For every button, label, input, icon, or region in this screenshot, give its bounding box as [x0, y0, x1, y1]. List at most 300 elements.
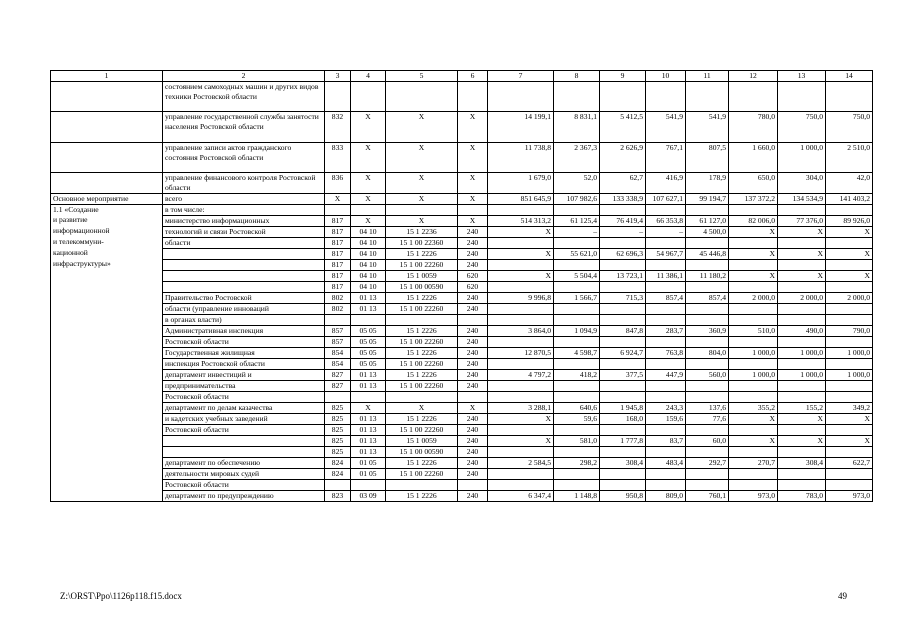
executor-cell: технологий и связи Ростовской [163, 226, 325, 237]
value-cell [729, 479, 778, 490]
value-cell: 240 [458, 358, 488, 369]
value-cell: – [600, 226, 646, 237]
value-cell [554, 314, 600, 325]
executor-cell [163, 281, 325, 292]
value-cell [488, 303, 554, 314]
value-cell: 04 10 [351, 259, 386, 270]
column-header: 5 [386, 71, 458, 82]
value-cell [458, 391, 488, 402]
table-row [51, 215, 873, 226]
value-cell: 15 1 00 22260 [386, 380, 458, 391]
value-cell: 510,0 [729, 325, 778, 336]
value-cell: 1 000,0 [778, 142, 826, 172]
value-cell: 60,0 [686, 435, 729, 446]
program-cell: инфраструктуры» [51, 259, 163, 270]
value-cell: Х [351, 193, 386, 204]
value-cell: 15 1 00 22260 [386, 468, 458, 479]
value-cell: 823 [325, 490, 351, 501]
value-cell: Х [778, 248, 826, 259]
value-cell: 418,2 [554, 369, 600, 380]
value-cell: 2 626,9 [600, 142, 646, 172]
value-cell: 3 288,1 [488, 402, 554, 413]
value-cell [646, 259, 686, 270]
value-cell: 6 924,7 [600, 347, 646, 358]
value-cell: 854 [325, 347, 351, 358]
value-cell: 76 419,4 [600, 215, 646, 226]
value-cell [729, 314, 778, 325]
executor-cell: области [163, 237, 325, 248]
value-cell: Х [458, 215, 488, 226]
value-cell: 15 1 00 22260 [386, 303, 458, 314]
value-cell: 1 000,0 [729, 347, 778, 358]
value-cell: 03 09 [351, 490, 386, 501]
value-cell: 833 [325, 142, 351, 172]
value-cell: 15 1 2226 [386, 347, 458, 358]
value-cell: Х [386, 142, 458, 172]
value-cell: Х [386, 193, 458, 204]
value-cell: 360,9 [686, 325, 729, 336]
value-cell [600, 281, 646, 292]
table-row [51, 468, 873, 479]
executor-cell: департамент по делам казачества [163, 402, 325, 413]
value-cell: 620 [458, 270, 488, 281]
value-cell: 15 1 2226 [386, 325, 458, 336]
program-cell [51, 314, 163, 325]
program-cell [51, 369, 163, 380]
value-cell: 640,6 [554, 402, 600, 413]
value-cell: 89 926,0 [826, 215, 873, 226]
executor-cell: департамент инвестиций и [163, 369, 325, 380]
column-header: 8 [554, 71, 600, 82]
table-row [51, 292, 873, 303]
value-cell [554, 391, 600, 402]
executor-cell [163, 446, 325, 457]
value-cell: 107 627,1 [646, 193, 686, 204]
value-cell [554, 424, 600, 435]
value-cell [600, 468, 646, 479]
value-cell [646, 237, 686, 248]
value-cell [778, 303, 826, 314]
value-cell [488, 237, 554, 248]
program-cell [51, 479, 163, 490]
value-cell: Х [488, 248, 554, 259]
value-cell [686, 204, 729, 215]
value-cell: 11 386,1 [646, 270, 686, 281]
value-cell [729, 336, 778, 347]
value-cell: 137 372,2 [729, 193, 778, 204]
table-row [51, 314, 873, 325]
value-cell [351, 479, 386, 490]
value-cell: 1 945,8 [600, 402, 646, 413]
table-row [51, 303, 873, 314]
value-cell: Х [826, 248, 873, 259]
value-cell: Х [826, 270, 873, 281]
value-cell: 283,7 [646, 325, 686, 336]
value-cell: 168,0 [600, 413, 646, 424]
executor-cell [163, 270, 325, 281]
value-cell: 780,0 [729, 112, 778, 142]
value-cell: 817 [325, 226, 351, 237]
executor-cell: состоянием самоходных машин и других видов техники Ростовской области [163, 82, 325, 112]
value-cell [729, 424, 778, 435]
value-cell: Х [458, 402, 488, 413]
value-cell [600, 479, 646, 490]
value-cell [646, 303, 686, 314]
value-cell [600, 82, 646, 112]
value-cell [351, 82, 386, 112]
value-cell [778, 468, 826, 479]
value-cell: – [554, 226, 600, 237]
value-cell: 15 1 0059 [386, 270, 458, 281]
value-cell: 2 000,0 [729, 292, 778, 303]
program-cell [51, 468, 163, 479]
value-cell: 05 05 [351, 325, 386, 336]
value-cell: 1 094,9 [554, 325, 600, 336]
value-cell: 240 [458, 457, 488, 468]
value-cell: 141 403,2 [826, 193, 873, 204]
value-cell: 750,0 [778, 112, 826, 142]
value-cell: 827 [325, 380, 351, 391]
value-cell [351, 204, 386, 215]
value-cell: 42,0 [826, 172, 873, 193]
value-cell: 824 [325, 457, 351, 468]
value-cell: 15 1 00 00590 [386, 281, 458, 292]
value-cell: Х [778, 413, 826, 424]
value-cell: 77 376,0 [778, 215, 826, 226]
value-cell: 950,8 [600, 490, 646, 501]
column-header: 1 [51, 71, 163, 82]
value-cell: Х [386, 402, 458, 413]
value-cell: 308,4 [778, 457, 826, 468]
value-cell [729, 391, 778, 402]
value-cell: 15 1 0059 [386, 435, 458, 446]
value-cell [386, 82, 458, 112]
value-cell: 99 194,7 [686, 193, 729, 204]
value-cell: 01 05 [351, 468, 386, 479]
table-row [51, 172, 873, 193]
value-cell [646, 424, 686, 435]
table-row [51, 142, 873, 172]
value-cell [600, 336, 646, 347]
value-cell [554, 204, 600, 215]
value-cell [600, 358, 646, 369]
value-cell [554, 281, 600, 292]
value-cell: 15 1 2236 [386, 226, 458, 237]
value-cell [488, 424, 554, 435]
value-cell [554, 336, 600, 347]
value-cell [729, 380, 778, 391]
program-cell [51, 358, 163, 369]
value-cell: 5 412,5 [600, 112, 646, 142]
executor-cell: управление финансового контроля Ростовской области [163, 172, 325, 193]
value-cell: 824 [325, 468, 351, 479]
value-cell [488, 479, 554, 490]
value-cell: 804,0 [686, 347, 729, 358]
value-cell [826, 259, 873, 270]
value-cell [826, 303, 873, 314]
value-cell: 2 510,0 [826, 142, 873, 172]
value-cell: 240 [458, 490, 488, 501]
value-cell: 6 347,4 [488, 490, 554, 501]
program-cell [51, 325, 163, 336]
value-cell: 825 [325, 413, 351, 424]
value-cell [488, 281, 554, 292]
value-cell: 1 566,7 [554, 292, 600, 303]
value-cell: Х [351, 142, 386, 172]
value-cell: 541,9 [646, 112, 686, 142]
value-cell [646, 446, 686, 457]
value-cell [729, 446, 778, 457]
value-cell: 11 180,2 [686, 270, 729, 281]
value-cell: Х [729, 435, 778, 446]
executor-cell [163, 248, 325, 259]
executor-cell: департамент по обеспечению [163, 457, 325, 468]
value-cell: 9 996,8 [488, 292, 554, 303]
executor-cell: деятельности мировых судей [163, 468, 325, 479]
value-cell: 01 13 [351, 369, 386, 380]
value-cell: 240 [458, 380, 488, 391]
value-cell [686, 424, 729, 435]
value-cell: 15 1 00 22260 [386, 424, 458, 435]
value-cell [778, 336, 826, 347]
table-row [51, 325, 873, 336]
value-cell: 1 148,8 [554, 490, 600, 501]
value-cell: 04 10 [351, 281, 386, 292]
value-cell: 04 10 [351, 226, 386, 237]
value-cell [600, 391, 646, 402]
value-cell: 240 [458, 237, 488, 248]
value-cell: 15 1 00 22360 [386, 237, 458, 248]
value-cell: Х [488, 270, 554, 281]
value-cell [554, 82, 600, 112]
value-cell: 1 777,8 [600, 435, 646, 446]
executor-cell: предпринимательства [163, 380, 325, 391]
value-cell: 304,0 [778, 172, 826, 193]
table-row [51, 413, 873, 424]
value-cell: 62 696,3 [600, 248, 646, 259]
program-cell [51, 281, 163, 292]
value-cell [826, 468, 873, 479]
value-cell [646, 204, 686, 215]
value-cell [554, 380, 600, 391]
value-cell [386, 391, 458, 402]
value-cell: 802 [325, 292, 351, 303]
value-cell: 15 1 2226 [386, 292, 458, 303]
program-cell: и телекоммуни- [51, 237, 163, 248]
value-cell: 4 598,7 [554, 347, 600, 358]
program-cell [51, 347, 163, 358]
value-cell: 54 967,7 [646, 248, 686, 259]
value-cell: 15 1 00 00590 [386, 446, 458, 457]
value-cell: 107 982,6 [554, 193, 600, 204]
value-cell: 01 05 [351, 457, 386, 468]
value-cell [458, 479, 488, 490]
value-cell [686, 303, 729, 314]
value-cell: 240 [458, 336, 488, 347]
value-cell: 817 [325, 259, 351, 270]
table-row [51, 204, 873, 215]
value-cell: 4 500,0 [686, 226, 729, 237]
value-cell: Х [778, 226, 826, 237]
value-cell: 622,7 [826, 457, 873, 468]
table-row [51, 457, 873, 468]
value-cell [686, 237, 729, 248]
value-cell: 3 864,0 [488, 325, 554, 336]
program-cell [51, 413, 163, 424]
value-cell: 790,0 [826, 325, 873, 336]
value-cell [826, 358, 873, 369]
value-cell: 240 [458, 259, 488, 270]
value-cell: Х [729, 226, 778, 237]
value-cell: 763,8 [646, 347, 686, 358]
value-cell: Х [488, 413, 554, 424]
value-cell: Х [351, 172, 386, 193]
value-cell: Х [488, 226, 554, 237]
program-cell [51, 446, 163, 457]
value-cell: 817 [325, 237, 351, 248]
value-cell: Х [826, 226, 873, 237]
table-row [51, 82, 873, 112]
value-cell [600, 424, 646, 435]
value-cell: Х [386, 172, 458, 193]
value-cell: 825 [325, 446, 351, 457]
value-cell: 2 584,5 [488, 457, 554, 468]
executor-cell: в том числе: [163, 204, 325, 215]
value-cell: Х [826, 413, 873, 424]
executor-cell: Ростовской области [163, 479, 325, 490]
executor-cell: и кадетских учебных заведений [163, 413, 325, 424]
column-header: 12 [729, 71, 778, 82]
value-cell: 292,7 [686, 457, 729, 468]
executor-cell: министерство информационных [163, 215, 325, 226]
program-cell [51, 490, 163, 501]
value-cell [686, 391, 729, 402]
value-cell: 15 1 2226 [386, 369, 458, 380]
value-cell: Х [488, 435, 554, 446]
value-cell: 133 338,9 [600, 193, 646, 204]
value-cell [686, 259, 729, 270]
value-cell: 802 [325, 303, 351, 314]
value-cell: Х [826, 435, 873, 446]
value-cell: 59,6 [554, 413, 600, 424]
program-cell [51, 457, 163, 468]
table-row [51, 248, 873, 259]
table-row [51, 347, 873, 358]
value-cell: 750,0 [826, 112, 873, 142]
value-cell [488, 358, 554, 369]
value-cell: 159,6 [646, 413, 686, 424]
value-cell [778, 391, 826, 402]
value-cell: 15 1 00 22260 [386, 259, 458, 270]
value-cell: 137,6 [686, 402, 729, 413]
value-cell [488, 259, 554, 270]
value-cell: 04 10 [351, 237, 386, 248]
value-cell [826, 336, 873, 347]
program-cell: Основное мероприятие [51, 193, 163, 204]
value-cell [729, 358, 778, 369]
value-cell: 01 13 [351, 435, 386, 446]
value-cell [778, 204, 826, 215]
value-cell: Х [325, 193, 351, 204]
value-cell [600, 446, 646, 457]
value-cell: 05 05 [351, 336, 386, 347]
value-cell [488, 204, 554, 215]
value-cell [351, 391, 386, 402]
value-cell [826, 424, 873, 435]
executor-cell: Ростовской области [163, 336, 325, 347]
value-cell: 15 1 00 22260 [386, 358, 458, 369]
value-cell: 15 1 2226 [386, 457, 458, 468]
value-cell [554, 468, 600, 479]
table-row [51, 369, 873, 380]
value-cell: Х [778, 270, 826, 281]
value-cell: 854 [325, 358, 351, 369]
value-cell: 483,4 [646, 457, 686, 468]
value-cell: 298,2 [554, 457, 600, 468]
value-cell: 817 [325, 270, 351, 281]
value-cell: 01 13 [351, 413, 386, 424]
value-cell [778, 358, 826, 369]
value-cell [778, 446, 826, 457]
value-cell [458, 314, 488, 325]
value-cell [729, 303, 778, 314]
value-cell: Х [458, 142, 488, 172]
value-cell: 783,0 [778, 490, 826, 501]
value-cell: 650,0 [729, 172, 778, 193]
value-cell: 4 797,2 [488, 369, 554, 380]
value-cell [554, 446, 600, 457]
value-cell: 416,9 [646, 172, 686, 193]
value-cell: 240 [458, 303, 488, 314]
value-cell: 581,0 [554, 435, 600, 446]
value-cell: 240 [458, 413, 488, 424]
value-cell [351, 314, 386, 325]
program-cell [51, 336, 163, 347]
value-cell: 178,9 [686, 172, 729, 193]
executor-cell [163, 259, 325, 270]
value-cell: 15 1 00 22260 [386, 336, 458, 347]
value-cell: 817 [325, 215, 351, 226]
value-cell: 715,3 [600, 292, 646, 303]
value-cell [458, 82, 488, 112]
value-cell: 514 313,2 [488, 215, 554, 226]
value-cell [488, 336, 554, 347]
value-cell [488, 391, 554, 402]
value-cell [778, 82, 826, 112]
program-cell [51, 142, 163, 172]
executor-cell: департамент по предупреждению [163, 490, 325, 501]
value-cell: Х [778, 435, 826, 446]
value-cell: 15 1 2226 [386, 248, 458, 259]
value-cell [325, 479, 351, 490]
value-cell [729, 281, 778, 292]
value-cell: 55 621,0 [554, 248, 600, 259]
value-cell: 825 [325, 424, 351, 435]
value-cell [826, 204, 873, 215]
table-row [51, 435, 873, 446]
executor-cell: Ростовской области [163, 391, 325, 402]
table-row [51, 193, 873, 204]
value-cell: 240 [458, 292, 488, 303]
value-cell [646, 380, 686, 391]
value-cell: 83,7 [646, 435, 686, 446]
column-header: 4 [351, 71, 386, 82]
executor-cell: управление государственной службы занятости населения Ростовской области [163, 112, 325, 142]
value-cell: 2 000,0 [826, 292, 873, 303]
value-cell: 66 353,8 [646, 215, 686, 226]
value-cell: 541,9 [686, 112, 729, 142]
value-cell [488, 82, 554, 112]
